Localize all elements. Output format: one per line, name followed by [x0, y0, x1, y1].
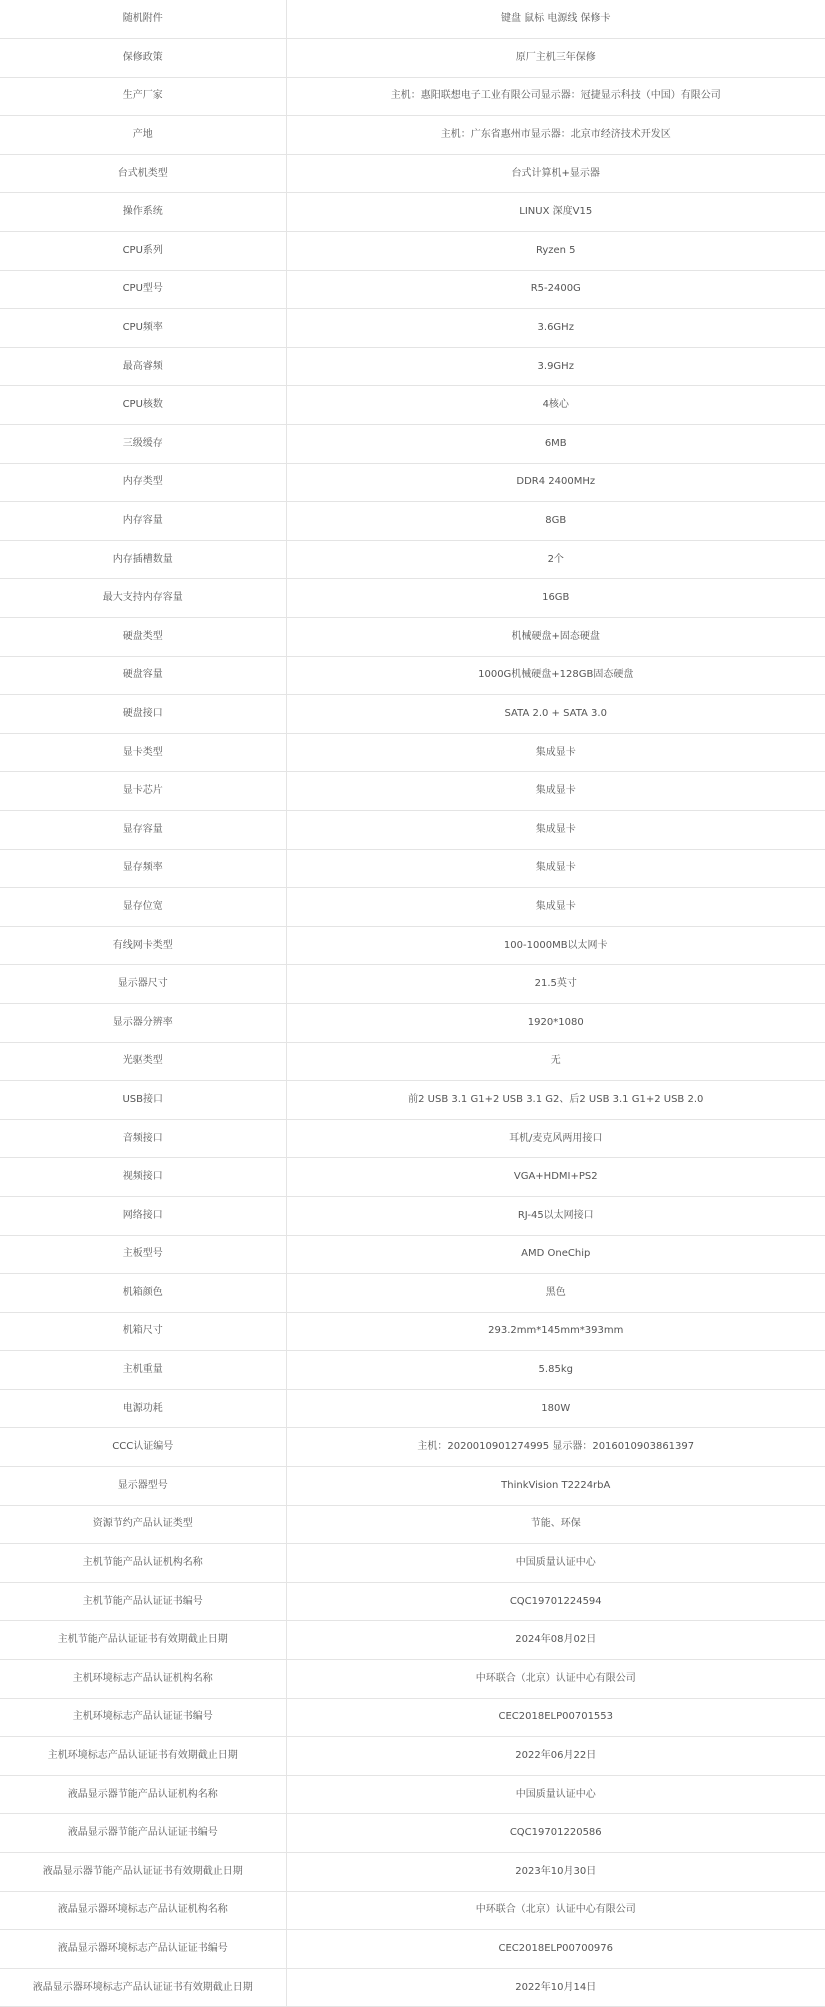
- spec-value: 主机：2020010901274995 显示器：2016010903861397: [286, 1428, 825, 1467]
- spec-label: 显存位宽: [0, 888, 286, 927]
- spec-value: 1920*1080: [286, 1003, 825, 1042]
- spec-value: 集成显卡: [286, 849, 825, 888]
- table-row: [0, 1003, 825, 1042]
- table-row: [0, 1582, 825, 1621]
- table-row: [0, 1891, 825, 1930]
- spec-label: 液晶显示器环境标志产品认证证书有效期截止日期: [0, 1968, 286, 2007]
- table-row: [0, 1428, 825, 1467]
- table-row: [0, 463, 825, 502]
- spec-value: 集成显卡: [286, 772, 825, 811]
- spec-value: 黑色: [286, 1274, 825, 1313]
- table-row: [0, 1775, 825, 1814]
- spec-value: 集成显卡: [286, 888, 825, 927]
- spec-value: 主机：广东省惠州市显示器：北京市经济技术开发区: [286, 116, 825, 155]
- table-row: [0, 1698, 825, 1737]
- table-row: [0, 888, 825, 927]
- spec-label: 操作系统: [0, 193, 286, 232]
- spec-label: 随机附件: [0, 0, 286, 39]
- table-row: [0, 1235, 825, 1274]
- spec-label: 产地: [0, 116, 286, 155]
- table-row: [0, 425, 825, 464]
- spec-value: 4核心: [286, 386, 825, 425]
- spec-label: 显存容量: [0, 810, 286, 849]
- table-row: [0, 154, 825, 193]
- spec-label: CPU频率: [0, 309, 286, 348]
- spec-value: 2024年08月02日: [286, 1621, 825, 1660]
- spec-value: AMD OneChip: [286, 1235, 825, 1274]
- spec-label: 音频接口: [0, 1119, 286, 1158]
- spec-value: 1000G机械硬盘+128GB固态硬盘: [286, 656, 825, 695]
- spec-label: 主机节能产品认证机构名称: [0, 1544, 286, 1583]
- spec-value: 21.5英寸: [286, 965, 825, 1004]
- table-row: [0, 193, 825, 232]
- spec-value: 中环联合（北京）认证中心有限公司: [286, 1660, 825, 1699]
- spec-value: 中国质量认证中心: [286, 1775, 825, 1814]
- spec-value: 集成显卡: [286, 733, 825, 772]
- table-row: [0, 39, 825, 78]
- spec-value: 中环联合（北京）认证中心有限公司: [286, 1891, 825, 1930]
- spec-label: 视频接口: [0, 1158, 286, 1197]
- spec-label: 有线网卡类型: [0, 926, 286, 965]
- spec-value: 293.2mm*145mm*393mm: [286, 1312, 825, 1351]
- spec-label: 网络接口: [0, 1196, 286, 1235]
- table-row: [0, 1853, 825, 1892]
- spec-label: 主机重量: [0, 1351, 286, 1390]
- spec-label: USB接口: [0, 1081, 286, 1120]
- spec-value: CQC19701220586: [286, 1814, 825, 1853]
- table-row: [0, 772, 825, 811]
- table-row: [0, 618, 825, 657]
- table-row: [0, 695, 825, 734]
- spec-value: Ryzen 5: [286, 232, 825, 271]
- spec-label: 硬盘类型: [0, 618, 286, 657]
- spec-label: 最高睿频: [0, 347, 286, 386]
- table-row: [0, 1196, 825, 1235]
- spec-value: RJ-45以太网接口: [286, 1196, 825, 1235]
- spec-value: 3.6GHz: [286, 309, 825, 348]
- table-row: [0, 1505, 825, 1544]
- spec-value: R5-2400G: [286, 270, 825, 309]
- table-row: [0, 1660, 825, 1699]
- spec-label: 主机节能产品认证证书编号: [0, 1582, 286, 1621]
- spec-label: 主机环境标志产品认证机构名称: [0, 1660, 286, 1699]
- table-row: [0, 733, 825, 772]
- spec-value: 16GB: [286, 579, 825, 618]
- spec-label: 显卡芯片: [0, 772, 286, 811]
- spec-value: 键盘 鼠标 电源线 保修卡: [286, 0, 825, 39]
- spec-value: 100-1000MB以太网卡: [286, 926, 825, 965]
- spec-label: 显示器型号: [0, 1467, 286, 1506]
- spec-value: 2个: [286, 540, 825, 579]
- table-row: [0, 1042, 825, 1081]
- table-row: [0, 965, 825, 1004]
- spec-label: 光驱类型: [0, 1042, 286, 1081]
- table-row: [0, 1351, 825, 1390]
- spec-label: 液晶显示器节能产品认证机构名称: [0, 1775, 286, 1814]
- spec-value: CEC2018ELP00700976: [286, 1930, 825, 1969]
- table-row: [0, 1814, 825, 1853]
- spec-value: LINUX 深度V15: [286, 193, 825, 232]
- spec-label: 主板型号: [0, 1235, 286, 1274]
- table-row: [0, 270, 825, 309]
- spec-value: 主机：惠阳联想电子工业有限公司显示器：冠捷显示科技（中国）有限公司: [286, 77, 825, 116]
- spec-value: 8GB: [286, 502, 825, 541]
- spec-label: 台式机类型: [0, 154, 286, 193]
- table-row: [0, 1467, 825, 1506]
- spec-label: CPU核数: [0, 386, 286, 425]
- spec-label: 机箱尺寸: [0, 1312, 286, 1351]
- table-row: [0, 1312, 825, 1351]
- spec-label: 主机环境标志产品认证证书有效期截止日期: [0, 1737, 286, 1776]
- spec-label: 显示器尺寸: [0, 965, 286, 1004]
- table-row: [0, 1081, 825, 1120]
- spec-label: CCC认证编号: [0, 1428, 286, 1467]
- spec-value: 原厂主机三年保修: [286, 39, 825, 78]
- spec-value: SATA 2.0 + SATA 3.0: [286, 695, 825, 734]
- spec-value: DDR4 2400MHz: [286, 463, 825, 502]
- spec-label: 硬盘容量: [0, 656, 286, 695]
- spec-value: 中国质量认证中心: [286, 1544, 825, 1583]
- spec-value: 集成显卡: [286, 810, 825, 849]
- spec-label: 液晶显示器环境标志产品认证机构名称: [0, 1891, 286, 1930]
- spec-value: 180W: [286, 1389, 825, 1428]
- table-row: [0, 579, 825, 618]
- spec-value: ThinkVision T2224rbA: [286, 1467, 825, 1506]
- table-row: [0, 540, 825, 579]
- spec-label: 显示器分辨率: [0, 1003, 286, 1042]
- spec-label: 液晶显示器环境标志产品认证证书编号: [0, 1930, 286, 1969]
- spec-label: 主机环境标志产品认证证书编号: [0, 1698, 286, 1737]
- spec-label: 液晶显示器节能产品认证证书编号: [0, 1814, 286, 1853]
- table-row: [0, 1158, 825, 1197]
- spec-value: 机械硬盘+固态硬盘: [286, 618, 825, 657]
- spec-value: CEC2018ELP00701553: [286, 1698, 825, 1737]
- table-row: [0, 1389, 825, 1428]
- spec-value: 5.85kg: [286, 1351, 825, 1390]
- table-row: [0, 1119, 825, 1158]
- spec-value: 前2 USB 3.1 G1+2 USB 3.1 G2、后2 USB 3.1 G1+2 USB 2.0: [286, 1081, 825, 1120]
- spec-value: 节能、环保: [286, 1505, 825, 1544]
- table-row: [0, 0, 825, 39]
- spec-value: 无: [286, 1042, 825, 1081]
- spec-label: 内存类型: [0, 463, 286, 502]
- table-row: [0, 347, 825, 386]
- spec-label: 电源功耗: [0, 1389, 286, 1428]
- table-row: [0, 309, 825, 348]
- spec-value: 耳机/麦克风两用接口: [286, 1119, 825, 1158]
- spec-label: 液晶显示器节能产品认证证书有效期截止日期: [0, 1853, 286, 1892]
- table-row: [0, 232, 825, 271]
- spec-label: 主机节能产品认证证书有效期截止日期: [0, 1621, 286, 1660]
- spec-value: 2022年06月22日: [286, 1737, 825, 1776]
- spec-value: 6MB: [286, 425, 825, 464]
- spec-label: CPU系列: [0, 232, 286, 271]
- spec-label: 保修政策: [0, 39, 286, 78]
- spec-label: 生产厂家: [0, 77, 286, 116]
- spec-value: VGA+HDMI+PS2: [286, 1158, 825, 1197]
- table-row: [0, 386, 825, 425]
- table-row: [0, 1621, 825, 1660]
- table-row: [0, 502, 825, 541]
- spec-value: 2022年10月14日: [286, 1968, 825, 2007]
- table-row: [0, 656, 825, 695]
- spec-label: 机箱颜色: [0, 1274, 286, 1313]
- table-row: [0, 810, 825, 849]
- spec-label: 显存频率: [0, 849, 286, 888]
- spec-label: 内存插槽数量: [0, 540, 286, 579]
- table-row: [0, 77, 825, 116]
- spec-label: 最大支持内存容量: [0, 579, 286, 618]
- table-row: [0, 926, 825, 965]
- spec-label: 硬盘接口: [0, 695, 286, 734]
- spec-label: CPU型号: [0, 270, 286, 309]
- spec-label: 资源节约产品认证类型: [0, 1505, 286, 1544]
- spec-label: 显卡类型: [0, 733, 286, 772]
- spec-value: 台式计算机+显示器: [286, 154, 825, 193]
- table-row: [0, 1930, 825, 1969]
- spec-label: 内存容量: [0, 502, 286, 541]
- table-row: [0, 116, 825, 155]
- spec-value: CQC19701224594: [286, 1582, 825, 1621]
- table-row: [0, 1737, 825, 1776]
- table-row: [0, 1274, 825, 1313]
- table-row: [0, 1968, 825, 2007]
- spec-value: 2023年10月30日: [286, 1853, 825, 1892]
- table-row: [0, 849, 825, 888]
- spec-label: 三级缓存: [0, 425, 286, 464]
- spec-value: 3.9GHz: [286, 347, 825, 386]
- table-row: [0, 1544, 825, 1583]
